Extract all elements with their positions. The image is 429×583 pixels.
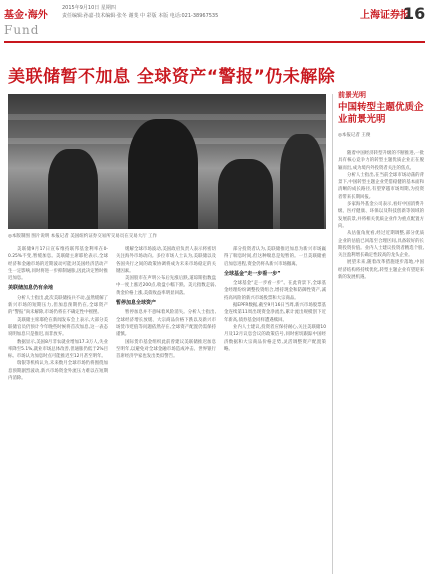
paragraph: 部分投资者认为,美联储推迟加息为新兴市场赢得了喘息时间,但这种喘息是短暂的。一旦美联储重启加息进程,资金仍将从新兴市场撤离。	[224, 247, 326, 267]
newspaper-name: 上海证券报	[360, 10, 410, 21]
section-name: 基金·海外	[4, 10, 48, 21]
paragraph: 美联储主席耶伦在新闻发布会上表示,大部分美联储官员仍预计今年晚些时候将首次加息,这一表态说明加息只是推迟,而非放弃。	[8, 317, 108, 338]
photo-figure	[128, 119, 198, 229]
trading-floor-photo	[8, 94, 326, 229]
header-divider	[4, 41, 425, 43]
paragraph: 多家海外基金公司表示,看好中国消费升级、医疗健康、环保以及科技创新等领域的发展前景,并将相关优质企业作为重点配置方向。	[338, 202, 424, 229]
paragraph: 美联储9月17日宣布维持联邦基金利率在0-0.25%不变,暂缓加息。美联储主席耶伦表示,全球经济和金融市场的近期波动可能对美国经济活动产生一定影响,同时将进一步抑制通胀,因此决定暂时推迟加息。	[8, 247, 108, 282]
page-header	[0, 0, 429, 46]
paragraph: 缓解全球市场波动,美国政府负责人表示将密切关注海外市场动向。多位市场人士认为,美联储以及各国央行之间的政策协调将成为未来市场稳定的关键因素。	[116, 247, 216, 274]
photo-figure	[218, 159, 273, 229]
section-masthead	[4, 6, 56, 42]
photo-figure	[48, 149, 98, 229]
photo-caption: ◎本版制图 图片说明 本报记者 美国纽约证券交易所交易员在交易大厅 工作	[8, 234, 158, 239]
paragraph: 据EPFR数据,截至9月16日当周,新兴市场股票基金连续第11周出现资金净流出,累计流出规模创下近年新高,债券基金同样遭遇赎回。	[224, 303, 326, 323]
article-column-2	[116, 246, 216, 574]
column-divider	[332, 94, 333, 574]
sidebar-header	[338, 90, 424, 138]
paragraph: 国际货币基金组织此前曾建议美联储推迟加息至明年,以避免对全球金融市场造成冲击。世界银行首席经济学家也发出类似警告。	[116, 339, 216, 360]
paragraph: 随着中国经济转型升级的不断推进,一批具有核心竞争力的转型主题优质企业正在脱颖而出,成为境内外投资者关注的焦点。	[338, 151, 424, 171]
paragraph: 暂停加息并不意味着风险消失。分析人士指出,全球经济增长放缓、大宗商品价格下跌以及新兴市场货币贬值等问题依然存在,全球资产配置仍需保持谨慎。	[116, 310, 216, 338]
article-subhead: 全球基金“走一步看一步”	[224, 270, 281, 277]
page-number: 16	[403, 4, 426, 23]
issue-date: 2015年9月10日 星期四	[62, 5, 116, 11]
paragraph: 美国股市在声明公布后先涨后跌,道琼斯指数盘中一度上涨近200点,收盘小幅下跌。美元指数走弱,黄金价格上涨,美债收益率明显回落。	[116, 276, 216, 296]
article-column-3	[224, 246, 326, 574]
editor-info: 责任编辑:孙嘉·技术编辑·张冬 谢斐 中 彩版 本版 电话:021-38967535	[62, 13, 219, 19]
article-subhead: 美联储加息仍有余地	[8, 285, 54, 292]
sidebar-title: 中国转型主题优质企业前景光明	[338, 102, 424, 125]
section-name-en: Fund	[4, 23, 40, 37]
sidebar-kicker: 前景光明	[338, 91, 366, 99]
paragraph: 全球基金“走一步看一步”。在此背景下,全球基金经理纷纷调整投资组合,增持现金和防御性资产,减持高风险的新兴市场股票和大宗商品。	[224, 281, 326, 301]
article-column-1	[8, 246, 108, 574]
paragraph: 从估值角度看,经过近期调整,部分优质企业的估值已回落至合理区间,具备较好的长期投资价值。业内人士建议投资者精选个股,关注盈利增长确定性较高的龙头企业。	[338, 231, 424, 259]
main-headline: 美联储暂不加息 全球资产“警报”仍未解除	[8, 67, 336, 87]
paragraph: 业内人士建议,投资者应保持耐心,关注美联储10月及12月议息会议的政策信号,同时密切跟踪中国经济数据和大宗商品价格走势,灵活调整资产配置策略。	[224, 324, 326, 352]
paragraph: 展望未来,随着改革措施逐步落地,中国经济结构将持续优化,转型主题企业有望迎来新的发展机遇。	[338, 260, 424, 281]
sidebar-article	[338, 150, 424, 574]
article-subhead: 暂停加息全球资产	[116, 300, 157, 307]
paragraph: 数据显示,美国8月非农就业增加17.3万人,失业率降至5.1%,就业市场总体改善,但通胀仍低于2%目标。市场认为加息时点可能推迟至12月甚至明年。	[8, 339, 108, 360]
paragraph: 分析人士指出,此次美联储按兵不动,虽然缓解了新兴市场的短期压力,但加息预期仍在,全球资产的“警报”尚未解除,市场仍将在不确定性中摇摆。	[8, 295, 108, 316]
sidebar-byline: ◎本报记者 王俊	[338, 133, 371, 138]
paragraph: 瑞银等机构认为,未来数月全球市场仍将围绕加息预期剧烈波动,新兴市场资金外流压力难以在短期内消除。	[8, 361, 108, 382]
photo-figure	[280, 134, 324, 229]
paragraph: 分析人士指出,在当前全球市场动荡的背景下,中国转型主题企业凭借稳健的基本面和清晰的成长路径,有望穿越市场周期,为投资者带来长期回报。	[338, 172, 424, 200]
